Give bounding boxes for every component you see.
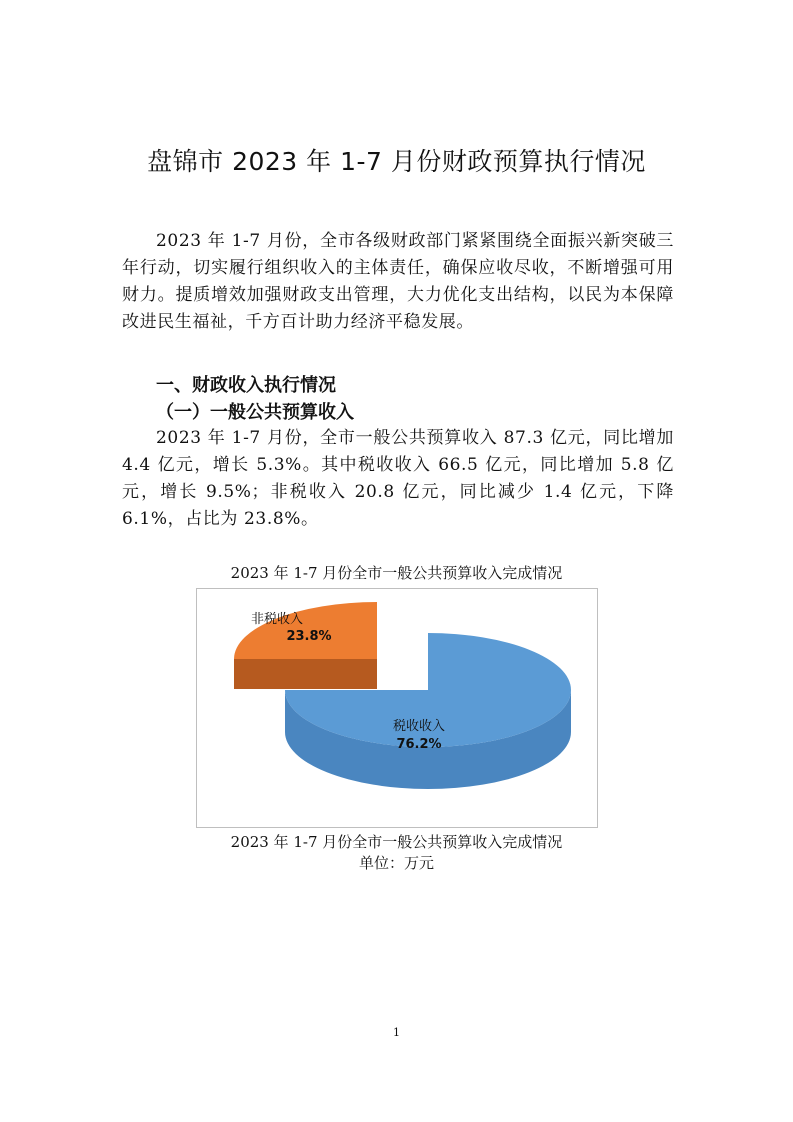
document-title: 盘锦市 2023 年 1-7 月份财政预算执行情况 <box>147 147 646 176</box>
pie-slice-nontax-side <box>234 659 377 689</box>
revenue-paragraph: 2023 年 1-7 月份，全市一般公共预算收入 87.3 亿元，同比增加 4.4 亿元，增长 5.3%。其中税收收入 66.5 亿元，同比增加 5.8 亿元，增长 9.5%；非税收入 20.8 亿元，同比减少 1.4 亿元，下降 6.1%，占比为 23.8%。 <box>122 428 674 529</box>
intro-paragraph: 2023 年 1-7 月份，全市各级财政部门紧紧围绕全面振兴新突破三年行动，切实履行组织收入的主体责任，确保应收尽收，不断增强可用财力。提质增效加强财政支出管理，大力优化支出结构，以民为本保障改进民生福祉，千方百计助力经济平稳发展。 <box>122 231 674 332</box>
pie-value-tax: 76.2% <box>396 737 442 752</box>
subsection-heading-general-budget: （一）一般公共预算收入 <box>156 402 354 423</box>
chart-unit: 单位：万元 <box>358 854 434 872</box>
pie-label-nontax: 非税收入 <box>250 612 304 627</box>
pie-chart-svg <box>197 589 597 827</box>
pie-value-nontax: 23.8% <box>286 629 332 644</box>
page-number: 1 <box>393 1026 400 1039</box>
section-heading-revenue: 一、财政收入执行情况 <box>156 375 336 396</box>
chart-caption: 2023 年 1-7 月份全市一般公共预算收入完成情况 <box>230 833 563 851</box>
pie-label-tax: 税收收入 <box>392 719 446 734</box>
chart-title: 2023 年 1-7 月份全市一般公共预算收入完成情况 <box>230 564 563 582</box>
pie-chart <box>196 588 598 828</box>
